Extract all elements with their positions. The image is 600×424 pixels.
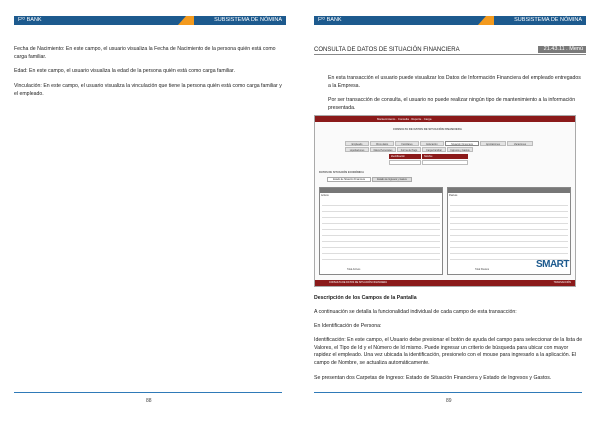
page-header — [14, 16, 286, 25]
paragraph-carpetas: Se presentan dos Carpetas de Ingreso: Estado de Situación Financiera y Estado de Ingresos y Gastos. — [314, 375, 552, 381]
table-row[interactable] — [322, 238, 440, 242]
paragraph-identificacion: Identificación: En este campo, el Usuario debe presionar el botón de ayuda del campo para seleccionar de la lista de Valores, el Tipo de Id y el Número de Id mismo. Puede ingresar un criterio de búsqueda para ubicar con mayor rapidez el empleado. Una vez ubicada la identificación, presionelo con el mouse para ingresarlo a la aplicación. El campo de Nombre, se actualiza automáticamente. — [314, 337, 583, 366]
page-number: 88 — [146, 398, 152, 404]
table-row[interactable] — [450, 238, 568, 242]
subtab-situacion-financiera[interactable]: Estado de Situación Financiera — [327, 177, 371, 182]
status-right: TRANSACCIÓN — [553, 281, 571, 284]
table-row[interactable] — [450, 208, 568, 212]
section-title-bar — [314, 46, 586, 55]
tab-situacion-financiera[interactable]: Situación Financiera — [445, 141, 479, 146]
grid-header — [320, 188, 442, 193]
total-activos-label: Total Activos — [347, 268, 361, 271]
table-row[interactable] — [322, 220, 440, 224]
paragraph-edad: Edad: En este campo, el usuario visualiza la edad de la persona quién está como carga familiar. — [14, 68, 235, 74]
paragraph-vinculacion: Vinculación: En este campo, el usuario visualiza la vinculación que tiene la persona quién está como carga familiar y el empleado. — [14, 83, 282, 97]
tab-aportaciones[interactable]: Aportaciones — [480, 141, 506, 146]
right-page — [300, 0, 600, 424]
header-bar — [82, 16, 186, 25]
intro-paragraph-2: Por ser transacción de consulta, el usuario no puede realizar ningún tipo de mantenimiento a la información presentada. — [328, 97, 576, 111]
paragraph-fecha-nacimiento: Fecha de Nacimiento: En este campo, el usuario visualiza la Fecha de Nacimiento de la persona quién está como carga familiar. — [14, 46, 276, 60]
subsystem-label: SUBSISTEMA DE NÓMINA — [494, 16, 586, 25]
page-header — [314, 16, 586, 25]
identificacion-field[interactable] — [389, 160, 421, 165]
field-section-title: Descripción de los Campos de la Pantalla — [314, 295, 417, 301]
nombre-field[interactable] — [422, 160, 468, 165]
app-top-bar — [315, 116, 575, 122]
tab-liquidaciones[interactable]: Liquidaciones — [345, 147, 369, 152]
section-ref: 21.43.11 . Menú — [538, 46, 586, 53]
tab-familiares[interactable]: Familiares — [395, 141, 419, 146]
table-row[interactable] — [450, 232, 568, 236]
tab-ingresos-gastos[interactable]: Ingresos y Gastos — [447, 147, 473, 152]
table-row[interactable] — [322, 226, 440, 230]
tab-otros-datos[interactable]: Otros datos — [370, 141, 394, 146]
subtab-ingresos-gastos[interactable]: Estado de Ingresos y Gastos — [372, 177, 412, 182]
label-nombre: Nombre — [422, 154, 468, 159]
paragraph-identificacion-persona: En Identificación de Persona: — [314, 323, 382, 329]
table-row[interactable] — [450, 244, 568, 248]
table-row[interactable] — [322, 214, 440, 218]
table-row[interactable] — [450, 202, 568, 206]
economic-section-title: DATOS DE SITUACIÓN ECONÓMICA — [319, 171, 365, 174]
paragraph-continuacion: A continuación se detalla la funcionalidad individual de cada campo de esta transacción: — [314, 309, 517, 315]
header-bar — [382, 16, 486, 25]
app-status-bar — [315, 280, 575, 286]
activos-grid[interactable] — [319, 187, 443, 275]
table-row[interactable] — [450, 220, 568, 224]
total-pasivos-label: Total Pasivos — [475, 268, 490, 271]
app-menu[interactable]: Mantenimiento · Consulta · Reporte · Carga — [377, 117, 432, 121]
page-number: 89 — [446, 398, 452, 404]
table-row[interactable] — [322, 202, 440, 206]
bank-logo: Fᴵᴼ BANK — [314, 16, 382, 25]
table-row[interactable] — [450, 250, 568, 254]
tab-empleado[interactable]: Empleado — [345, 141, 369, 146]
smart-logo: SMART — [535, 259, 569, 270]
footer-line — [314, 392, 582, 393]
tab-vacaciones[interactable]: Vacaciones — [507, 141, 533, 146]
bank-logo: Fᴵᴼ BANK — [14, 16, 82, 25]
intro-paragraph-1: En esta transacción el usuario puede visualizar los Datos de Información Financiera del empleado entregados a la Empresa. — [328, 75, 581, 89]
table-row[interactable] — [322, 244, 440, 248]
table-row[interactable] — [322, 256, 440, 260]
tab-educacion[interactable]: Educación — [420, 141, 444, 146]
table-row[interactable] — [450, 226, 568, 230]
grid-title: Pasivos — [449, 194, 458, 197]
status-left: CONSULTA DE DATOS DE SITUACIÓN FINANCIERA — [329, 281, 388, 284]
table-row[interactable] — [322, 250, 440, 254]
label-identificacion: Identificación — [389, 154, 421, 159]
tab-carga-familiar[interactable]: Carga Familiar — [422, 147, 446, 152]
tab-forma-pago[interactable]: Forma de Pago — [397, 147, 421, 152]
tab-datos-personales[interactable]: Datos Personales — [370, 147, 396, 152]
table-row[interactable] — [322, 208, 440, 212]
section-title: CONSULTA DE DATOS DE SITUACIÓN FINANCIERA — [314, 47, 460, 53]
subsystem-label: SUBSISTEMA DE NÓMINA — [194, 16, 286, 25]
application-screenshot — [314, 115, 576, 287]
app-heading: CONSULTA DE DATOS DE SITUACIÓN FINANCIERA — [393, 127, 462, 131]
grid-title: Activos — [321, 194, 329, 197]
grid-header — [448, 188, 570, 193]
table-row[interactable] — [450, 214, 568, 218]
table-row[interactable] — [322, 232, 440, 236]
footer-line — [14, 392, 282, 393]
